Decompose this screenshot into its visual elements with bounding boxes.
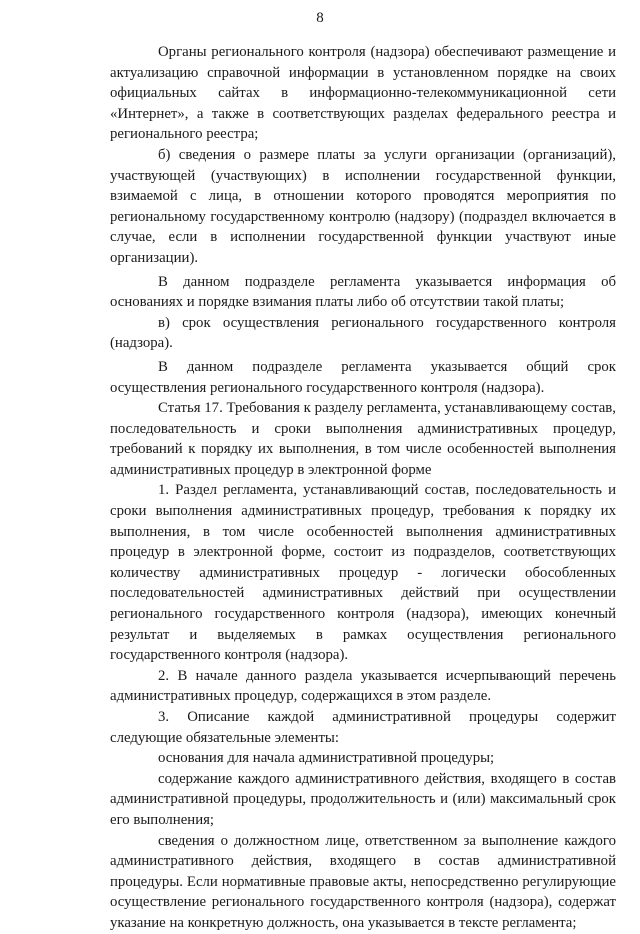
paragraph-article-17-item-1: 1. Раздел регламента, устанавливающий состав, последовательность и сроки выполнения административных процедур, требования к порядку их выполнения, в том числе особенностей выполнения административных процедур в электронной форме, состоит из подразделов, соответствующих количеству административных процедур - логически обособленных последовательностей административных действий при осуществлении регионального государственного контроля (надзора), имеющих конечный результат и выделяемых в рамках осуществления регионального государственного контроля (надзора).: [110, 482, 616, 664]
paragraph-fee-info: б) сведения о размере платы за услуги организации (организаций), участвующей (участвующих) в исполнении государственной функции, взимаемой с лица, в отношении которого проводятся мероприятия по региональному государственному контролю (надзору) (подраздел включается в случае, если в исполнении государственной функции участвуют иные организации).: [110, 146, 616, 266]
paragraph-term: в) срок осуществления регионального государственного контроля (надзора).: [110, 314, 616, 352]
paragraph-term-general: В данном подразделе регламента указывается общий срок осуществления регионального государственного контроля (надзора).: [110, 358, 616, 396]
paragraph-article-17-item-3: 3. Описание каждой административной процедуры содержит следующие обязательные элементы:: [110, 709, 616, 746]
page-number: 8: [316, 10, 324, 26]
document-body: [110, 42, 616, 934]
list-item-action-content: содержание каждого административного действия, входящего в состав административной процедуры, продолжительность и (или) максимальный срок его выполнения;: [110, 770, 616, 828]
list-item-responsible-official: сведения о должностном лице, ответственном за выполнение каждого административного действия, входящего в состав административной процедуры. Если нормативные правовые акты, непосредственно регулирующие осуществление регионального государственного контроля (надзора), содержат указание на конкретную должность, она указывается в тексте регламента;: [110, 832, 616, 931]
paragraph-regional-control-info: Органы регионального контроля (надзора) обеспечивают размещение и актуализацию справочной информации в установленном порядке на своих официальных сайтах в информационно-телекоммуникационной сети «Интернет», а также в соответствующих разделах федерального реестра и регионального реестра;: [110, 44, 616, 143]
paragraph-fee-basis: В данном подразделе регламента указывается информация об основаниях и порядке взимания платы либо об отсутствии такой платы;: [110, 273, 616, 311]
paragraph-article-17-item-2: 2. В начале данного раздела указывается исчерпывающий перечень административных процедур, содержащихся в этом разделе.: [110, 667, 616, 705]
article-17-heading: Статья 17. Требования к разделу регламента, устанавливающему состав, последовательность и сроки выполнения административных процедур, требований к порядку их выполнения, в том числе особенностей выполнения административных процедур в электронной форме: [110, 400, 616, 478]
list-item-start-grounds: основания для начала административной процедуры;: [158, 750, 495, 767]
